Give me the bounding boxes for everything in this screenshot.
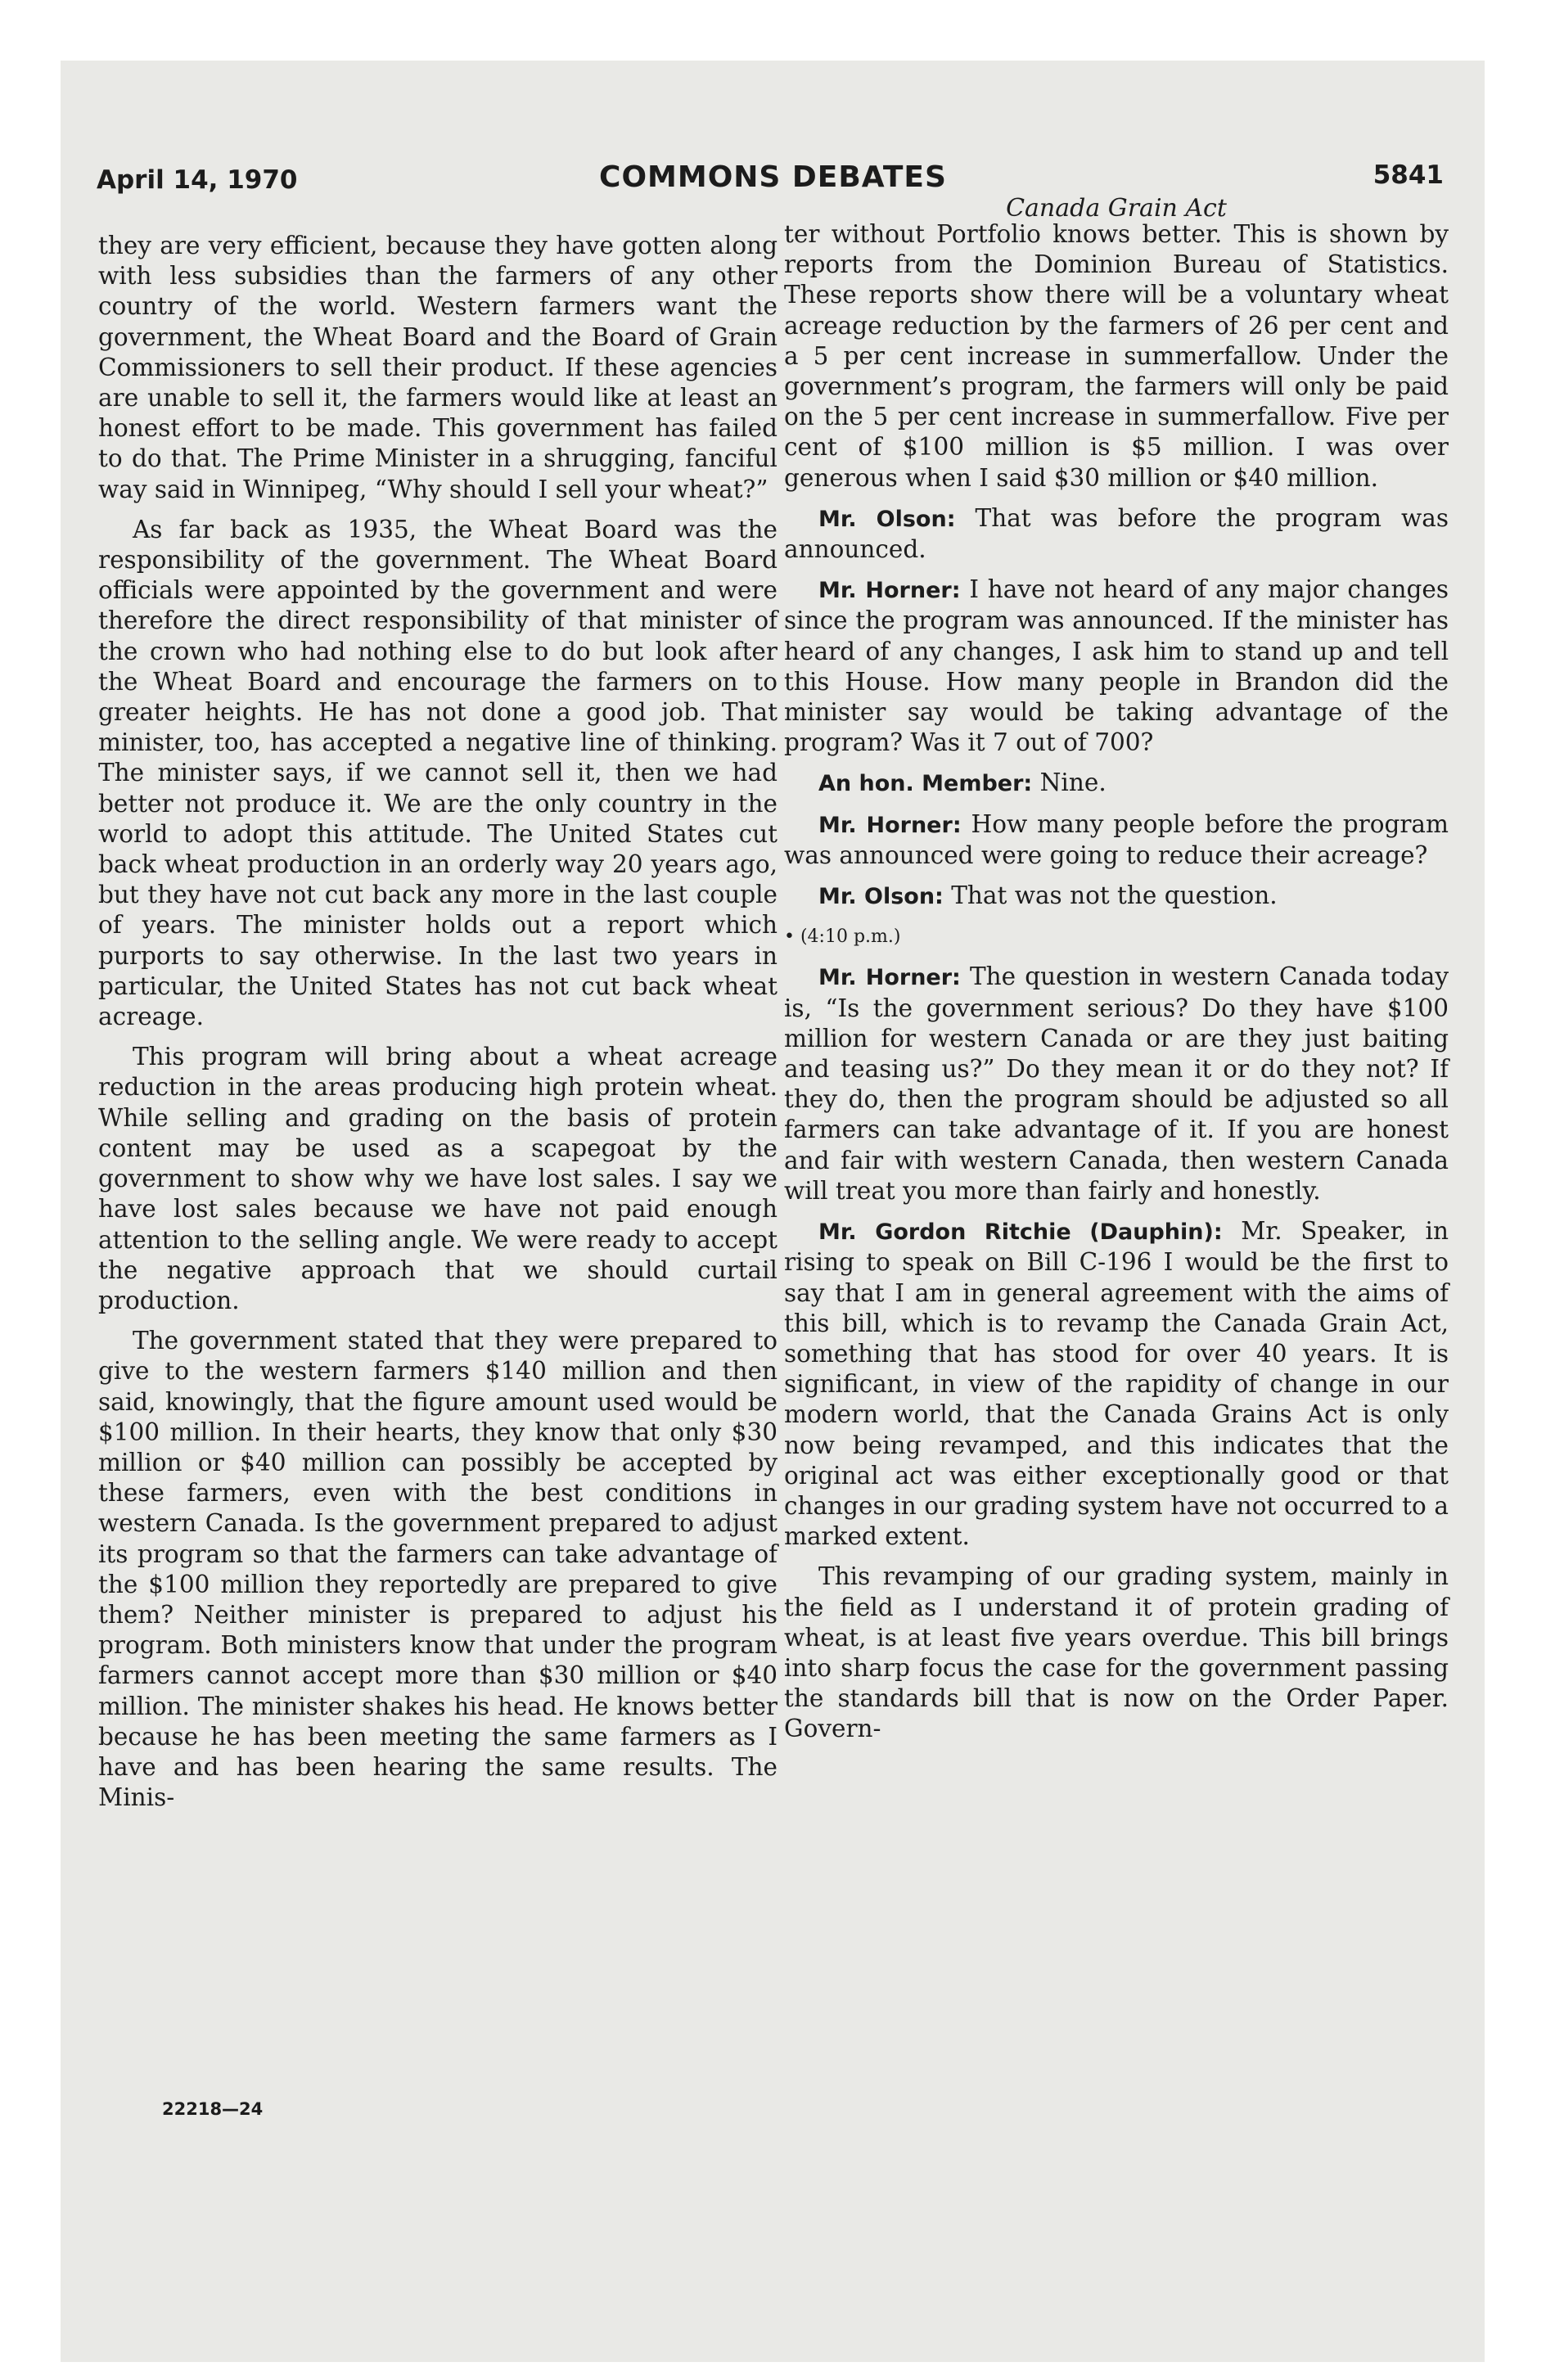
speech-horner — [784, 575, 1449, 758]
running-head: Canada Grain Act — [1006, 194, 1227, 223]
speaker-name: An hon. Member: — [818, 771, 1033, 797]
speaker-name: Mr. Horner: — [818, 812, 962, 838]
speech-text: I have not heard of any major changes since the program was announced. If the minister has heard of any changes, I ask him to stand up and tell this House. How many people in Brandon did the minister say would be taking advantage of the program? Was it 7 out of 700? — [784, 575, 1449, 757]
speaker-name: Mr. Horner: — [818, 965, 961, 991]
speech-text: The question in western Canada today is, “Is the government serious? Do they have $100 million for western Canada or are they just baiting and teasing us?” Do they mean it or do they not? If they do, then the program should be adjusted so all farmers can take advantage of it. If you are honest and fair with western Canada, then western Canada will treat you more than fairly and honestly. — [784, 962, 1449, 1205]
paragraph: This program will bring about a wheat acreage reduction in the areas producing high protein wheat. While selling and grading on the basis of protein content may be used as a scapegoat by the government to show why we have lost sales. I say we have lost sales because we have not paid enough attention to the selling angle. We were ready to accept the negative approach that we should curtail production. — [98, 1043, 778, 1314]
page-number: 5841 — [1372, 160, 1444, 190]
footer-code: 22218—24 — [162, 2099, 264, 2119]
speech-ritchie — [784, 1216, 1449, 1552]
timestamp: • (4:10 p.m.) — [784, 926, 901, 948]
speaker-name: Mr. Olson: — [818, 884, 944, 910]
speech-olson — [784, 881, 1449, 912]
speech-text: Nine. — [1032, 769, 1107, 797]
paragraph: As far back as 1935, the Wheat Board was the responsibility of the government. The Wheat Board officials were appointed by the government and were therefore the direct responsibility of that minister of the crown who had nothing else to do but look after the Wheat Board and encourage the farmers on to greater heights. He has not done a good job. That minister, too, has accepted a negative line of thinking. The minister says, if we cannot sell it, then we had better not produce it. We are the only country in the world to adopt this attitude. The United States cut back wheat production in an orderly way 20 years ago, but they have not cut back any more in the last couple of years. The minister holds out a report which purports to say otherwise. In the last two years in particular, the United States has not cut back wheat acreage. — [98, 515, 778, 1031]
paragraph: ter without Portfolio knows better. This is shown by reports from the Dominion Bureau of Statistics. These reports show there will be a voluntary wheat acreage reduction by the farmers of 26 per cent and a 5 per cent increase in summerfallow. Under the government’s program, the farmers will only be paid on the 5 per cent increase in summerfallow. Five per cent of $100 million is $5 million. I was over generous when I said $30 million or $40 million. — [784, 220, 1449, 492]
paragraph: This revamping of our grading system, mainly in the field as I understand it of protein grading of wheat, is at least five years overdue. This bill brings into sharp focus the case for the government passing the standards bill that is now on the Order Paper. Govern- — [784, 1562, 1449, 1743]
speech-text: How many people before the program was announced were going to reduce their acreage? — [784, 809, 1449, 869]
speaker-name: Mr. Gordon Ritchie (Dauphin): — [818, 1219, 1223, 1246]
speech-olson — [784, 503, 1449, 565]
right-column — [784, 219, 1449, 1755]
speaker-name: Mr. Horner: — [818, 578, 961, 604]
left-column — [98, 231, 778, 1823]
header-date: April 14, 1970 — [97, 165, 298, 195]
speech-text: That was not the question. — [943, 881, 1278, 910]
speaker-name: Mr. Olson: — [818, 506, 956, 532]
speech-member — [784, 768, 1449, 799]
speech-horner — [784, 962, 1449, 1206]
paragraph: they are very efficient, because they have gotten along with less subsidies than the farmers of any other country of the world. Western farmers want the government, the Wheat Board and the Board of Grain Commissioners to sell their product. If these agencies are unable to sell it, the farmers would like at least an honest effort to be made. This government has failed to do that. The Prime Minister in a shrugging, fanciful way said in Winnipeg, “Why should I sell your wheat?” — [98, 232, 778, 503]
speech-horner — [784, 809, 1449, 871]
header-title: COMMONS DEBATES — [599, 160, 947, 194]
paragraph: The government stated that they were prepared to give to the western farmers $140 million and then said, knowingly, that the figure amount used would be $100 million. In their hearts, they know that only $30 million or $40 million can possibly be accepted by these farmers, even with the best conditions in western Canada. Is the government prepared to adjust its program so that the farmers can take advantage of the $100 million they reportedly are prepared to give them? Neither minister is prepared to adjust his program. Both ministers know that under the program farmers cannot accept more than $30 million or $40 million. The minister shakes his head. He knows better because he has been meeting the same farmers as I have and has been hearing the same results. The Minis- — [98, 1327, 778, 1812]
speech-text: That was before the program was announced. — [784, 503, 1449, 564]
speech-text: Mr. Speaker, in rising to speak on Bill C-196 I would be the first to say that I am in general agreement with the aims of this bill, which is to revamp the Canada Grain Act, something that has stood for over 40 years. It is significant, in view of the rapidity of change in our modern world, that the Canada Grains Act is only now being revamped, and this indicates that the original act was either exceptionally good or that changes in our grading system have not occurred to a marked extent. — [784, 1217, 1449, 1551]
